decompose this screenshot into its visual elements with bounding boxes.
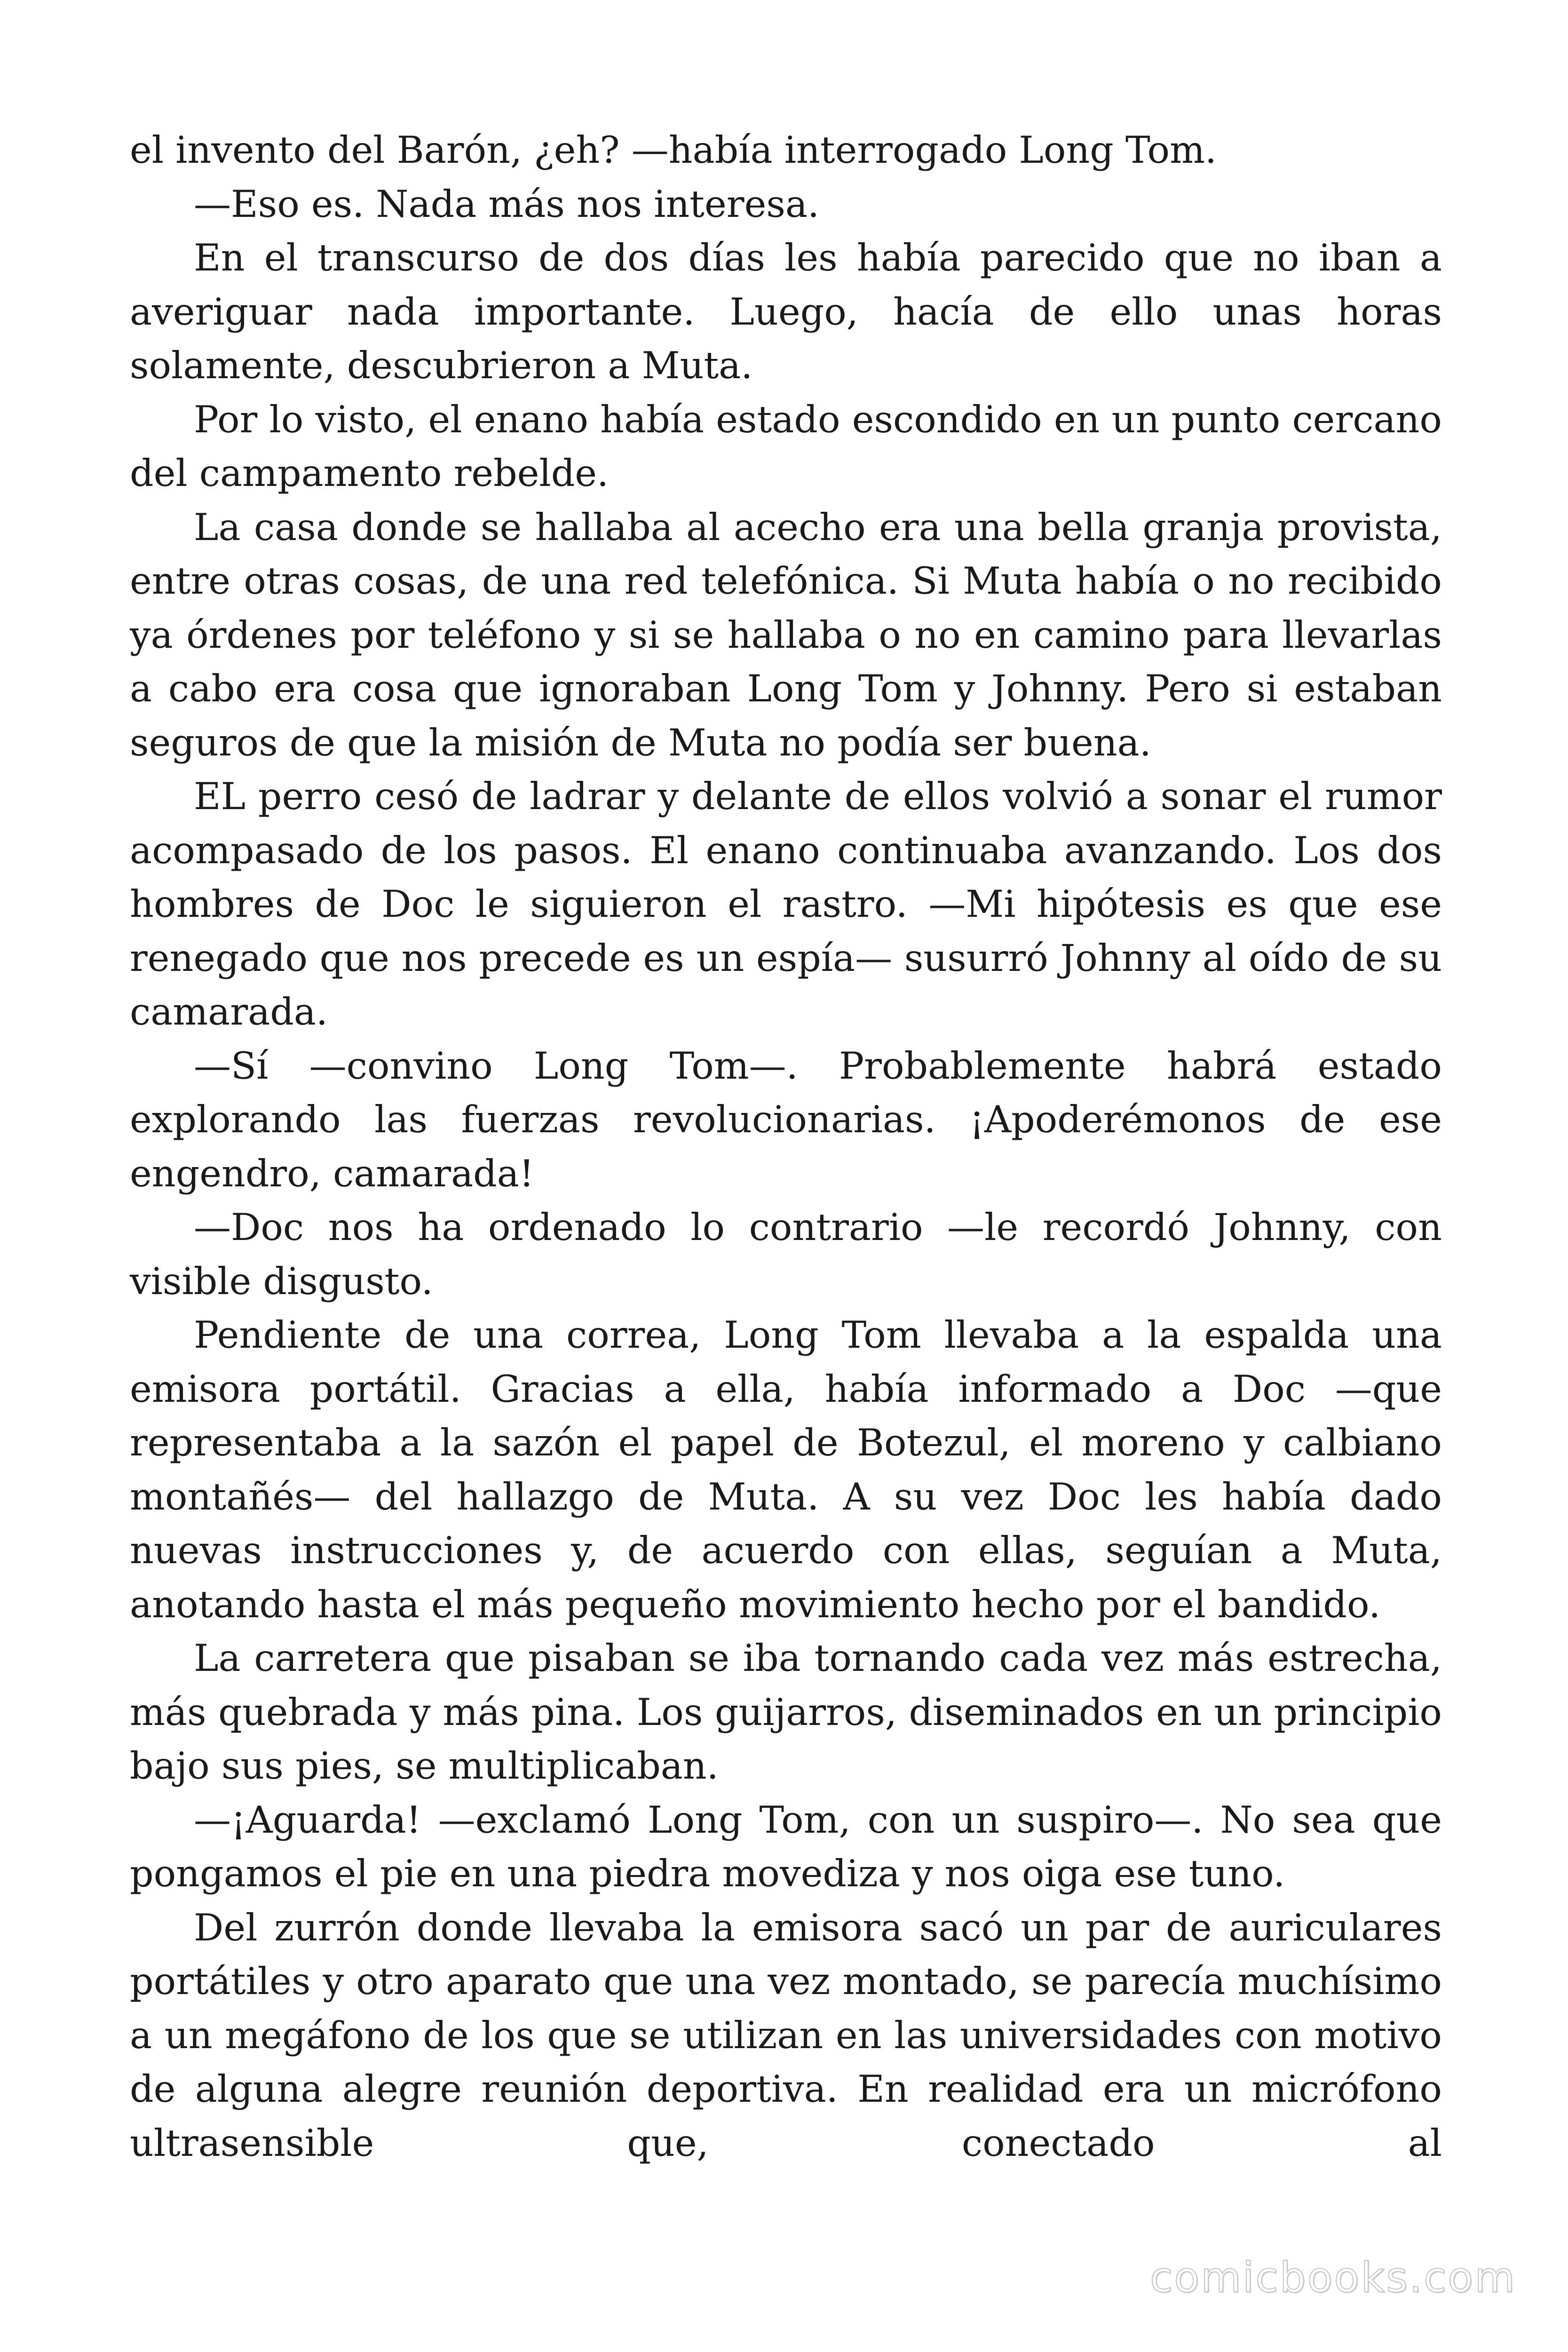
paragraph-11: —¡Aguarda! —exclamó Long Tom, con un suspiro—. No sea que pongamos el pie en una piedra movediza y nos oiga ese tuno. [130, 1798, 1442, 1895]
paragraph-3: En el transcurso de dos días les había parecido que no iban a averiguar nada importante. Luego, hacía de ello unas horas solamente, descubrieron a Muta. [130, 236, 1442, 387]
paragraph-7: —Sí —convino Long Tom—. Probablemente habrá estado explorando las fuerzas revolucionarias. ¡Apoderémonos de ese engendro, camarada! [130, 1044, 1442, 1195]
watermark: comicbooks.com [1149, 2253, 1516, 2302]
paragraph-5: La casa donde se hallaba al acecho era una bella granja provista, entre otras cosas, de una red telefónica. Si Muta había o no recibido ya órdenes por teléfono y si se hallaba o no en camino para llevarlas a cabo era cosa que ignoraban Long Tom y Johnny. Pero si estaban seguros de que la misión de Muta no podía ser buena. [130, 505, 1442, 764]
paragraph-4: Por lo visto, el enano había estado escondido en un punto cercano del campamento rebelde. [130, 397, 1442, 495]
paragraph-2: —Eso es. Nada más nos interesa. [194, 182, 820, 226]
paragraph-1: el invento del Barón, ¿eh? —había interrogado Long Tom. [130, 128, 1217, 172]
paragraph-10: La carretera que pisaban se iba tornando cada vez más estrecha, más quebrada y más pina. Los guijarros, diseminados en un principio bajo sus pies, se multiplicaban. [130, 1637, 1442, 1788]
page-body [130, 123, 1442, 2170]
paragraph-8: —Doc nos ha ordenado lo contrario —le recordó Johnny, con visible disgusto. [130, 1206, 1442, 1303]
paragraph-9: Pendiente de una correa, Long Tom llevaba a la espalda una emisora portátil. Gracias a ella, había informado a Doc —que representaba a la sazón el papel de Botezul, el moreno y calbiano montañés— del hallazgo de Muta. A su vez Doc les había dado nuevas instrucciones y, de acuerdo con ellas, seguían a Muta, anotando hasta el más pequeño movimiento hecho por el bandido. [130, 1313, 1442, 1626]
paragraph-12: Del zurrón donde llevaba la emisora sacó un par de auriculares portátiles y otro aparato que una vez montado, se parecía muchísimo a un megáfono de los que se utilizan en las universidades con motivo de alguna alegre reunión deportiva. En realidad era un micrófono ultrasensible que, conectado al [130, 1906, 1442, 2165]
paragraph-6: EL perro cesó de ladrar y delante de ellos volvió a sonar el rumor acompasado de los pasos. El enano continuaba avanzando. Los dos hombres de Doc le siguieron el rastro. —Mi hipótesis es que ese renegado que nos precede es un espía— susurró Johnny al oído de su camarada. [130, 775, 1442, 1033]
